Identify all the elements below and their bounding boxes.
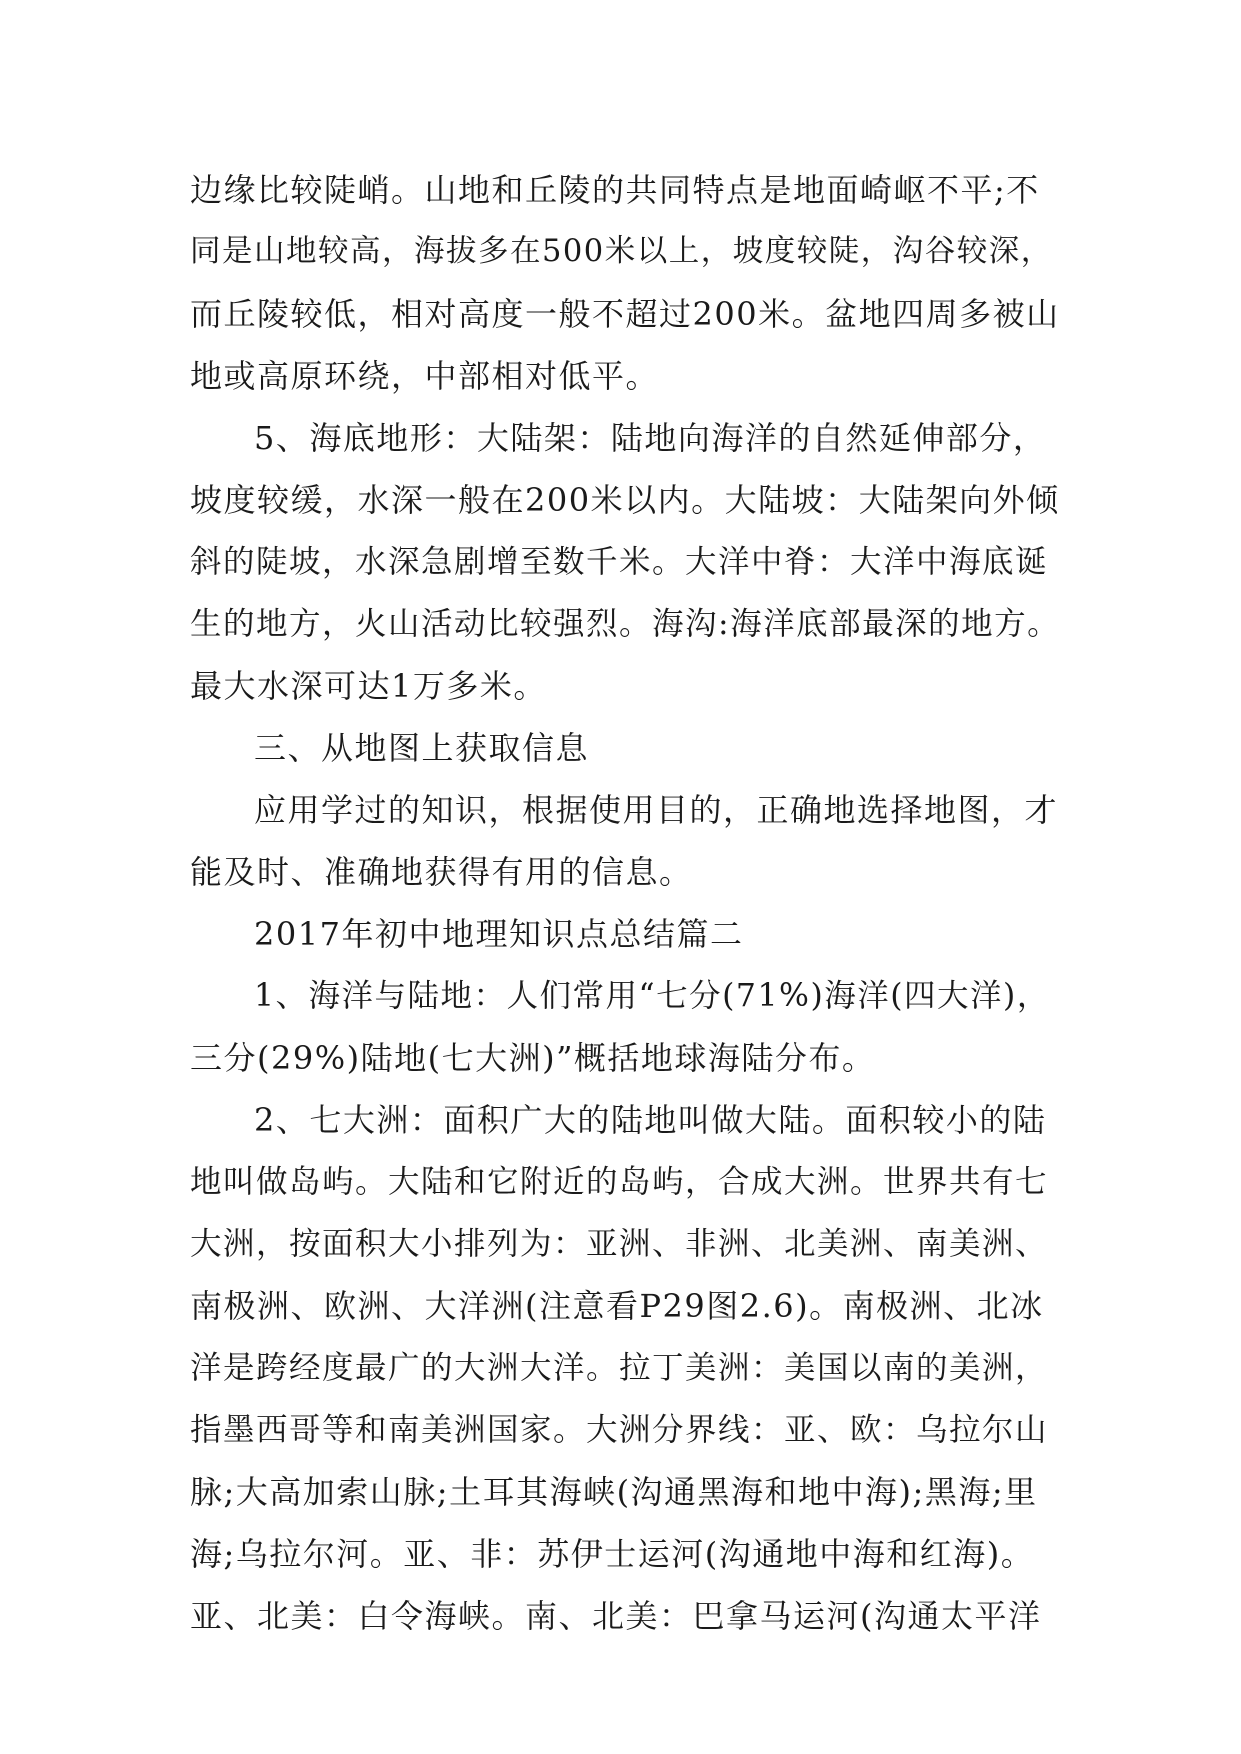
article-subtitle: 2017年初中地理知识点总结篇二	[254, 915, 744, 953]
text-line: 5、海底地形：大陆架：陆地向海洋的自然延伸部分，	[254, 419, 1047, 457]
text-line: 边缘比较陡峭。山地和丘陵的共同特点是地面崎岖不平;不	[190, 171, 1040, 209]
text-line: 坡度较缓，水深一般在200米以内。大陆坡：大陆架向外倾	[190, 481, 1060, 519]
text-line: 1、海洋与陆地：人们常用“七分(71%)海洋(四大洋)，	[254, 978, 1050, 1014]
text-line: 同是山地较高，海拔多在500米以上，坡度较陡，沟谷较深，	[190, 234, 1053, 269]
text-line: 应用学过的知识，根据使用目的，正确地选择地图，才	[254, 791, 1059, 829]
text-line: 而丘陵较低，相对高度一般不超过200米。盆地四周多被山	[190, 295, 1060, 333]
text-line: 地叫做岛屿。大陆和它附近的岛屿，合成大洲。世界共有七	[190, 1164, 1049, 1200]
text-line: 指墨西哥等和南美洲国家。大洲分界线：亚、欧：乌拉尔山	[190, 1412, 1049, 1448]
text-line: 2、七大洲：面积广大的陆地叫做大陆。面积较小的陆	[254, 1101, 1047, 1139]
text-line: 斜的陡坡，水深急剧增至数千米。大洋中脊：大洋中海底诞	[190, 544, 1049, 580]
text-line: 海;乌拉尔河。亚、非：苏伊士运河(沟通地中海和红海)。	[190, 1535, 1035, 1573]
text-line: 最大水深可达1万多米。	[190, 667, 547, 705]
text-line: 亚、北美：白令海峡。南、北美：巴拿马运河(沟通太平洋	[190, 1597, 1042, 1635]
text-line: 能及时、准确地获得有用的信息。	[190, 853, 693, 891]
text-line: 脉;大高加索山脉;土耳其海峡(沟通黑海和地中海);黑海;里	[190, 1473, 1038, 1511]
text-line: 地或高原环绕，中部相对低平。	[190, 357, 660, 395]
text-line: 生的地方，火山活动比较强烈。海沟:海洋底部最深的地方。	[190, 606, 1061, 642]
text-line: 南极洲、欧洲、大洋洲(注意看P29图2.6)。南极洲、北冰	[190, 1287, 1044, 1325]
text-line: 三分(29%)陆地(七大洲)”概括地球海陆分布。	[190, 1039, 876, 1077]
text-line: 大洲，按面积大小排列为：亚洲、非洲、北美洲、南美洲、	[190, 1226, 1049, 1262]
text-line: 洋是跨经度最广的大洲大洋。拉丁美洲：美国以南的美洲，	[190, 1350, 1049, 1386]
section-heading: 三、从地图上获取信息	[254, 729, 590, 767]
